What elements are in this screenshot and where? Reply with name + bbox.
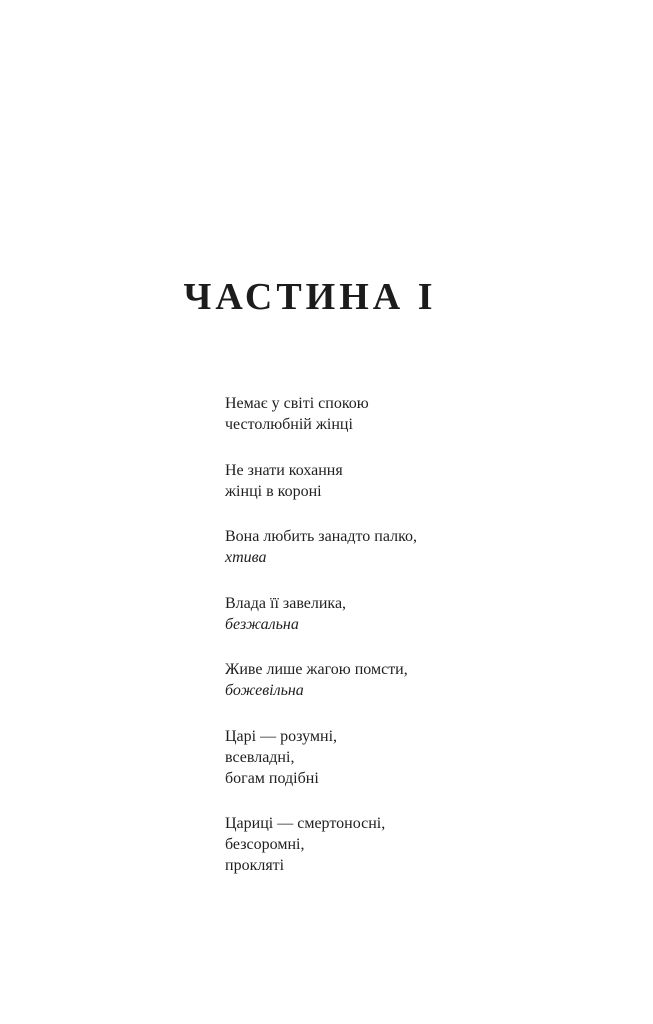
poem-line: прокляті [225,857,285,874]
stanza-5 [225,659,625,701]
poem-line: Вона любить занадто палко, [225,528,418,545]
poem-line: Царі — розумні, [225,727,338,745]
poem-line: Цариці — смертоносні, [225,815,386,832]
poem-line-italic: безжальна [225,615,299,633]
poem-line: безсоромні, [225,836,305,853]
poem-line: честолюбній жінці [225,416,353,433]
stanza-2 [225,460,625,502]
poem-line: Влада її завелика, [225,594,347,612]
poem-line: Живе лише жагою помсти, [225,661,408,678]
poem-line: всевладні, [225,748,295,766]
stanza-6 [225,726,625,789]
poem-line: богам подібні [225,769,319,787]
part-title: ЧАСТИНА І [183,276,437,319]
poem-line: Не знати кохання [225,461,343,479]
poem-line: Немає у світі спокою [225,395,369,412]
stanza-4 [225,593,625,635]
epigraph-poem [225,393,625,901]
stanza-7 [225,813,625,876]
poem-line: жінці в короні [225,482,322,500]
poem-line-italic: божевільна [225,682,304,699]
poem-line-italic: хтива [225,549,267,566]
stanza-1 [225,393,625,435]
stanza-3 [225,526,625,568]
